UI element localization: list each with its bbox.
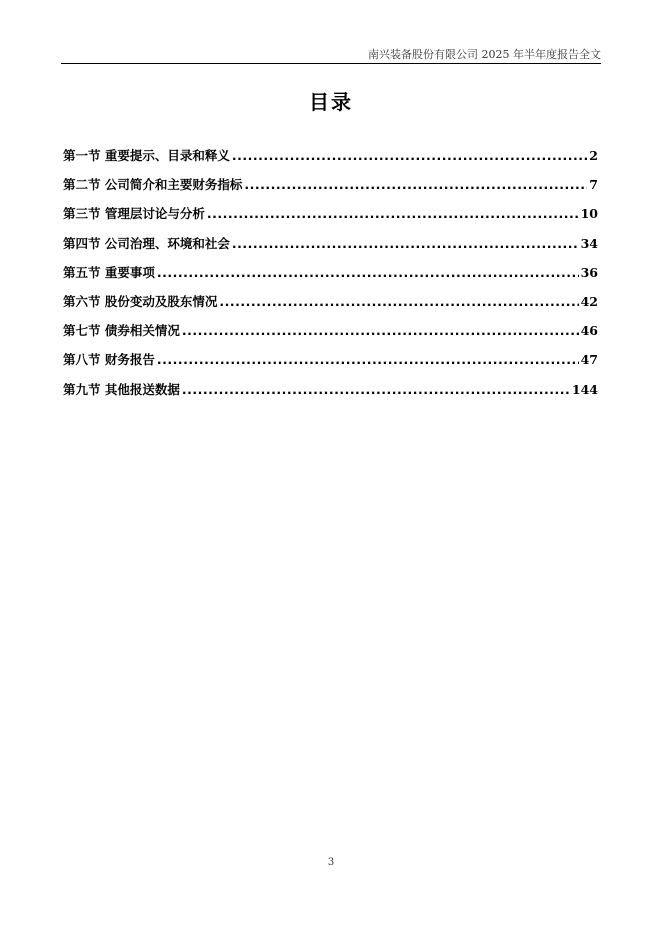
toc-entry-label: 第四节 公司治理、环境和社会 <box>63 235 230 251</box>
toc-dot-leader <box>232 236 579 251</box>
running-header: 南兴装备股份有限公司 2025 年半年度报告全文 <box>368 48 601 61</box>
toc-entry-page: 42 <box>580 293 598 309</box>
toc-dot-leader <box>244 177 587 192</box>
table-of-contents <box>63 146 598 409</box>
toc-dot-leader <box>232 148 587 163</box>
toc-entry-section-2[interactable] <box>63 175 598 204</box>
toc-entry-page: 10 <box>580 206 598 222</box>
toc-entry-section-9[interactable] <box>63 380 598 409</box>
toc-entry-section-8[interactable] <box>63 350 598 379</box>
toc-entry-label: 第九节 其他报送数据 <box>63 381 180 397</box>
toc-entry-section-6[interactable] <box>63 292 598 321</box>
header-divider <box>61 63 601 64</box>
toc-title: 目录 <box>309 90 353 114</box>
toc-entry-label: 第八节 财务报告 <box>63 352 155 368</box>
toc-entry-label: 第三节 管理层讨论与分析 <box>63 206 205 222</box>
toc-entry-section-4[interactable] <box>63 234 598 263</box>
toc-entry-section-3[interactable] <box>63 204 598 233</box>
toc-entry-label: 第五节 重要事项 <box>63 264 155 280</box>
toc-dot-leader <box>219 294 578 309</box>
toc-entry-page: 2 <box>589 148 598 163</box>
toc-entry-section-1[interactable] <box>63 146 598 175</box>
page-number: 3 <box>327 857 335 868</box>
toc-entry-label: 第一节 重要提示、目录和释义 <box>63 148 230 163</box>
toc-entry-page: 36 <box>580 264 598 280</box>
toc-entry-page: 46 <box>580 323 598 339</box>
toc-dot-leader <box>207 206 579 221</box>
toc-dot-leader <box>182 382 570 397</box>
toc-dot-leader <box>157 352 579 367</box>
toc-entry-label: 第七节 债券相关情况 <box>63 323 180 339</box>
toc-dot-leader <box>182 323 579 338</box>
toc-entry-section-5[interactable] <box>63 263 598 292</box>
toc-dot-leader <box>157 265 579 280</box>
toc-entry-label: 第六节 股份变动及股东情况 <box>63 293 218 309</box>
toc-entry-label: 第二节 公司简介和主要财务指标 <box>63 177 243 193</box>
toc-entry-page: 144 <box>571 381 598 397</box>
toc-entry-page: 34 <box>580 235 598 251</box>
toc-entry-page: 47 <box>580 352 598 368</box>
toc-entry-page: 7 <box>589 177 598 193</box>
toc-entry-section-7[interactable] <box>63 321 598 350</box>
